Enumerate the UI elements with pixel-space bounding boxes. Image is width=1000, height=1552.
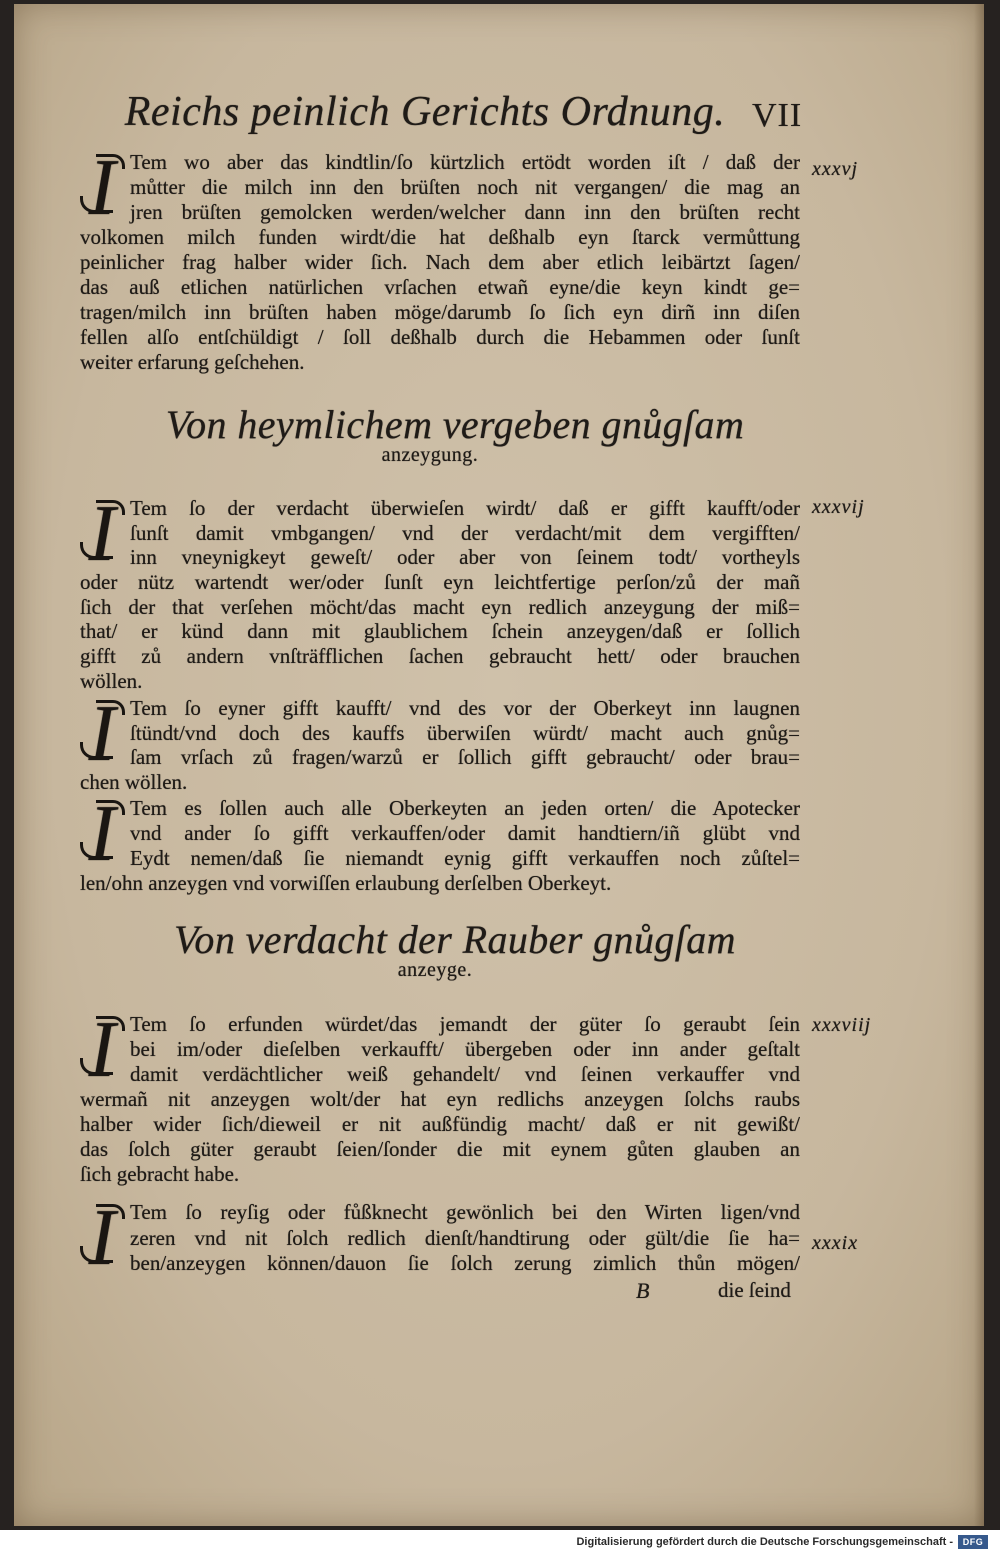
initial-letter: I: [78, 1200, 126, 1274]
text-line: that/ er künd dann mit glaublichem ſchein anzeygen/daß er ſollich: [80, 619, 800, 644]
marginal-article-number: xxxix: [812, 1232, 859, 1254]
running-title: Reichs peinlich Gerichts Ordnung.: [124, 89, 726, 135]
text-line: ſam vrſach zů fragen/warzů er ſollich gifft gebraucht/ oder brau=: [130, 745, 800, 769]
text-line: vnd ander ſo gifft verkauffen/oder damit handtiern/iñ glübt vnd: [130, 821, 800, 845]
section-heading: Von verdacht der Rauber gnůgſam: [174, 917, 736, 962]
text-line: bei im/oder dieſelben verkaufft/ übergeben oder inn ander geſtalt: [130, 1037, 800, 1061]
text-line: chen wöllen.: [80, 769, 188, 794]
text-line: Tem es ſollen auch alle Oberkeyten an jeden orten/ die Apotecker: [130, 796, 800, 820]
text-line: inn vneynigkeyt geweſt/ oder aber von ſeinem todt/ vortheyls: [130, 545, 800, 570]
marginal-article-number: xxxvj: [812, 158, 859, 180]
article-paragraph: [80, 144, 800, 375]
article-paragraph: [80, 1006, 800, 1187]
text-line: ſunſt damit vmbgangen/ vnd der verdacht/mit dem vergifften/: [130, 520, 800, 545]
text-line: Tem ſo erfunden würdet/das jemandt der güter ſo geraubt ſein: [130, 1012, 800, 1036]
text-line: gifft zů andern vnſträfflichen ſachen gebraucht hett/ oder brauchen: [80, 644, 800, 669]
text-line: Eydt nemen/daß ſie niemandt eynig gifft verkauffen noch zůſtel=: [130, 846, 800, 870]
initial-letter: I: [78, 150, 126, 224]
article-paragraph: [80, 1194, 800, 1282]
initial-letter: I: [78, 496, 126, 570]
marginal-article-number: xxxviij: [812, 1014, 872, 1036]
text-line: das ſolch güter geraubt ſeien/ſonder die mit eynem gůten glauben an: [80, 1137, 800, 1161]
marginal-article-number: xxxvij: [812, 496, 865, 518]
section-subheading: anzeyge.: [397, 959, 473, 981]
initial-letter: I: [78, 1012, 126, 1086]
text-line: ſich der that verſehen möcht/das macht eyn redlich anzeygung der miß=: [80, 594, 800, 619]
text-line: peinlicher frag halber wider ſich. Nach dem aber etlich leibärtzt ſagen/: [80, 250, 800, 274]
text-line: halber wider ſich/dieweil er nit außfündig macht/ daß er nit gewißt/: [80, 1112, 800, 1136]
article-paragraph: [80, 490, 800, 694]
article-paragraph: [80, 690, 800, 794]
text-line: jren brüſten gemolcken werden/welcher dann inn den brüſten recht: [130, 200, 800, 224]
funding-notice: Digitalisierung gefördert durch die Deutsche Forschungsgemeinschaft -: [576, 1536, 953, 1548]
text-line: volkomen milch funden wirdt/die hat deßhalb eyn ſtarck vermůttung: [80, 225, 800, 249]
section-subheading: anzeygung.: [381, 444, 479, 466]
text-line: ben/anzeygen können/dauon ſie ſolch zerung zimlich thůn mögen/: [130, 1251, 800, 1275]
article-paragraph: [80, 790, 800, 896]
initial-letter: I: [78, 796, 126, 870]
text-line: das auß etlichen natürlichen vrſachen etwañ eyne/die keyn kindt ge=: [80, 275, 800, 299]
text-line: weiter erfarung geſchehen.: [80, 350, 305, 374]
text-line: len/ohn anzeygen vnd vorwiſſen erlaubung derſelben Oberkeyt.: [80, 871, 612, 895]
section-heading: Von heymlichem vergeben gnůgſam: [165, 402, 745, 447]
dfg-logo: DFG: [958, 1535, 988, 1549]
text-line: ſich gebracht habe.: [80, 1162, 240, 1186]
signature-mark: B: [636, 1278, 650, 1303]
text-line: fellen alſo entſchüldigt / ſoll deßhalb durch die Hebammen oder ſunſt: [80, 325, 800, 349]
catchword: die ſeind: [718, 1278, 791, 1302]
text-line: damit verdächtlicher weiß gehandelt/ vnd ſeinen verkauffer vnd: [130, 1062, 800, 1086]
text-line: Tem ſo der verdacht überwieſen wirdt/ daß er gifft kaufft/oder: [130, 496, 800, 520]
text-line: oder nütz wartendt wer/oder ſunſt eyn leichtfertige perſon/zů der mañ: [80, 570, 800, 595]
text-line: můtter die milch inn den brüſten noch nit vergangen/ die mag an: [130, 175, 800, 199]
text-line: Tem ſo eyner gifft kaufft/ vnd des vor der Oberkeyt inn laugnen: [130, 696, 800, 720]
text-line: wöllen.: [80, 668, 143, 693]
initial-letter: I: [78, 696, 126, 770]
text-line: wermañ nit anzeygen wolt/der hat eyn redlichs anzeygen ſolchs raubs: [80, 1087, 800, 1111]
text-line: tragen/milch inn brüſten haben möge/darumb ſo ſich eyn dirñ inn diſen: [80, 300, 800, 324]
text-line: Tem ſo reyſig oder fůßknecht gewönlich bei den Wirten ligen/vnd: [130, 1200, 800, 1224]
text-line: zeren vnd nit ſolch redlich dienſt/handtirung oder gült/die ſie ha=: [130, 1225, 800, 1250]
text-line: ſtündt/vnd doch des kauffs überwiſen würdt/ macht auch gnůg=: [130, 720, 800, 745]
text-line: Tem wo aber das kindtlin/ſo kürtzlich ertödt worden iſt / daß der: [130, 150, 800, 174]
folio-number: VII: [752, 97, 803, 134]
